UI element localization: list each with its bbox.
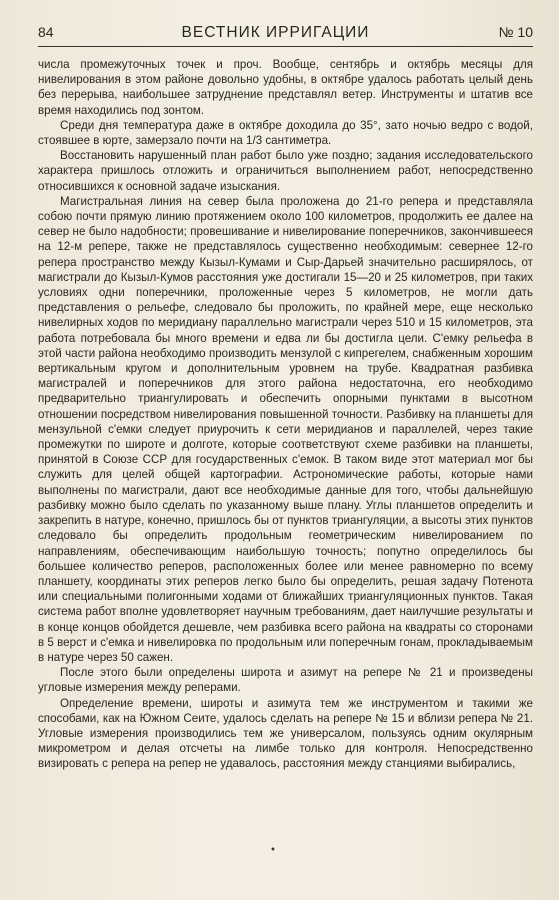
page-number: 84 [38,24,54,40]
paragraph-2: Среди дня температура даже в октябре доходила до 35°, зато ночью ведро с водой, стоявшее в юрте, замерзало почти на 1/3 сантиметра. [38,118,533,148]
paragraph-1: числа промежуточных точек и проч. Вообще, сентябрь и октябрь месяцы для нивелирования в этом районе довольно удобны, в октябре удалось работать целый день без перерыва, наибольшее затруднение представлял ветер. Инструменты и штатив все время находились под зонтом. [38,58,533,117]
paragraph-4: Магистральная линия на север была проложена до 21-го репера и представляла собою почти прямую линию протяжением около 100 километров, продолжить ее далее на север не было надобности; провешивание и нивелирование поперечников, закончившееся на 12-м репере, также не представлялось существенно необходимым: севернее 12-го репера пространство между Кызыл-Кумами и Сыр-Дарьей значительно расширялось, от магистрали до Кызыл-Кумов расстояния уже достигали 15—20 и 25 километров, при таких условиях одни поперечники, проложенные через 5 километров, не могли дать представления о рельефе, следовало бы проложить, по крайней мере, еще несколько нивелирных ходов по меридиану параллельно магистрали через 510 и 15 километров, эта работа потребовала бы много времени и едва ли бы достигла цели. С'емку рельефа в этой части района необходимо производить мензулой с кипрегелем, снабженным хорошим вертикальным кругом и дополнительным уровнем на трубе. Квадратная разбивка магистралей и поперечников для этого района недостаточна, его необходимо предварительно триангулировать и обеспечить опорными пунктами в высотном отношении посредством нивелирования повышенной точности. Разбивку на планшеты для мензульной с'емки следует приурочить к сети меридианов и параллелей, через такие промежутки по широте и долготе, которые соответствуют схеме разбивки на планшеты, принятой в Союзе ССР для государственных с'емок. В таком виде этот материал мог бы служить для целей общей картографии. Астрономические работы, которые нами выполнены по магистрали, дают все необходимые данные для того, чтобы дальнейшую разбивку можно было сделать по указанному выше плану. Углы планшетов определить и закрепить в натуре, конечно, пришлось бы от пунктов триангуляции, а высоты этих пунктов следовало бы определить продольным геометрическим нивелированием по направлениям, обеспечивающим наибольшую точность; попутно определилось бы большее количество реперов, расположенных более или менее равномерно по всему планшету, координаты этих реперов легко было бы определить, решая задачу Потенота или специальными полигонными ходами от ближайших триангуляционных пунктов. Такая система работ вполне удовлетворяет научным требованиям, дает наилучшие результаты и в конце концов обойдется дешевле, чем разбивка всего района на квадраты со сторонами в 5 верст и с'емка и нивелировка по продольным или поперечным гонам, прокладываемым в натуре через 50 сажен. [38,194,533,664]
paragraph-6: Определение времени, широты и азимута тем же инструментом и такими же способами, как на Южном Сеите, удалось сделать на репере № 15 и вблизи репера № 21. Угловые измерения производились тем же универсалом, пользуясь одним окулярным микрометром и делая отсчеты на лимбе только для контроля. Непосредственно визировать с репера на репер не удавалось, расстояния между станциями выбирались, [38,696,533,771]
page-header [38,24,533,47]
paragraph-5: После этого были определены широта и азимут на репере № 21 и произведены угловые измерения между реперами. [38,666,533,695]
journal-title: ВЕСТНИК ИРРИГАЦИИ [181,24,370,41]
issue-number: № 10 [498,24,533,40]
paragraph-3: Восстановить нарушенный план работ было уже поздно; задания исследовательского характера пришлось отложить и ограничиться выполнением работ, непосредственно относившихся к основной задаче изыскания. [38,149,533,193]
article-body [38,57,533,772]
page-mark: • [270,845,276,856]
